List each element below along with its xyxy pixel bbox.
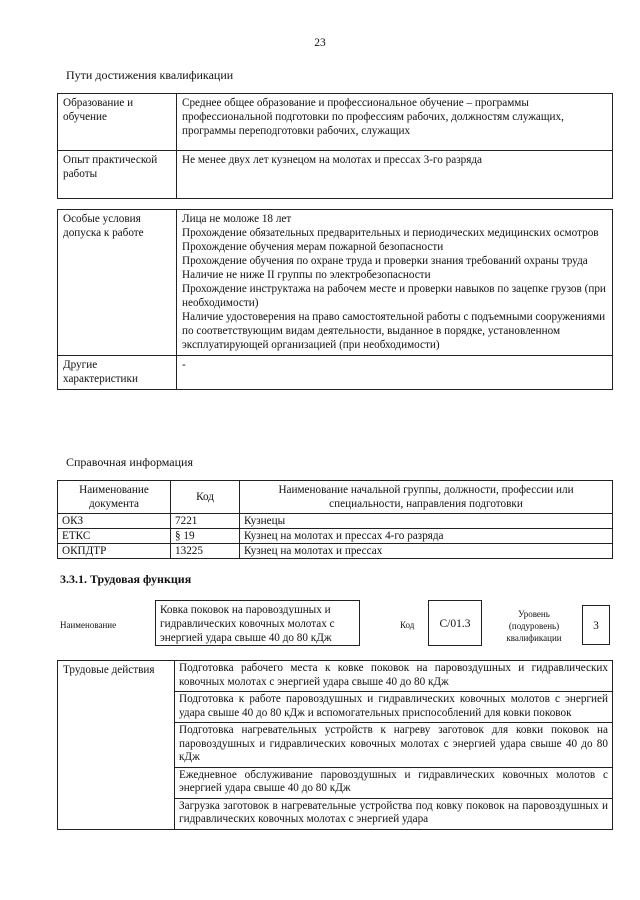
table-cell: ОКПДТР [58,544,171,559]
admission-item: Лица не моложе 18 лет [182,213,292,225]
labor-actions-label: Трудовые действия [58,661,175,830]
labor-action-item: Ежедневное обслуживание паровоздушных и гидравлических ковочных молотов с энергией удара свыше 40 до 80 кДж [175,767,613,798]
column-header-document: Наименование документа [58,481,171,514]
qualification-paths-title: Пути достижения квалификации [66,68,234,82]
level-label: Уровень (подуровень) квалификации [506,609,562,643]
table-cell: 13225 [171,544,240,559]
admission-conditions [177,210,613,356]
function-code-box: C/01.3 [428,600,482,646]
table-row [58,94,613,151]
qualification-paths-table [57,93,613,199]
education-label: Образование и обучение [58,94,177,151]
education-value: Среднее общее образование и профессиональное обучение – программы профессиональной подготовки по профессиям рабочих, должностям служащих, программы переподготовки рабочих, служащих [177,94,613,151]
table-row [58,529,613,544]
reference-table [57,480,613,559]
labor-action-item: Подготовка нагревательных устройств к нагреву заготовок для ковки поковок на паровоздушных и гидравлических ковочных молотах с энергией удара свыше 40 до 80 кДж [175,723,613,768]
table-row [58,514,613,529]
labor-action-item: Подготовка к работе паровоздушных и гидравлических ковочных молотов с энергией удара свыше 40 до 80 кДж и вспомогательных приспособлений для ковки поковок [175,692,613,723]
page-number: 23 [314,37,326,49]
table-row [58,151,613,199]
admission-item: Наличие удостоверения на право самостоятельной работы с подъемными сооружениями по соответствующим видам деятельности, выданное в порядке, установленном эксплуатирующей организацией (при необходимости) [182,311,606,351]
labor-actions-table [57,660,613,830]
table-cell: Кузнецы [240,514,613,529]
table-header-row [58,481,613,514]
table-row [58,210,613,356]
experience-value: Не менее двух лет кузнецом на молотах и прессах 3-го разряда [177,151,613,199]
page-bottom-margin [0,845,640,900]
table-row [58,661,613,692]
experience-label: Опыт практической работы [58,151,177,199]
admission-item: Прохождение обучения по охране труда и проверки знания требований охраны труда [182,255,588,267]
table-row [58,356,613,390]
table-cell: Кузнец на молотах и прессах 4-го разряда [240,529,613,544]
function-name-box: Ковка поковок на паровоздушных и гидравлических ковочных молотах с энергией удара свыше 40 до 80 кДж [155,600,360,646]
level-box: 3 [582,605,610,645]
table-cell: ЕТКС [58,529,171,544]
admission-table [57,209,613,390]
table-cell: § 19 [171,529,240,544]
table-cell: ОКЗ [58,514,171,529]
labor-action-item: Подготовка рабочего места к ковке поковок на паровоздушных и гидравлических ковочных молотах с энергией удара свыше 40 до 80 кДж [175,661,613,692]
code-label: Код [400,620,415,630]
admission-item: Прохождение инструктажа на рабочем месте и проверки навыков по зацепке грузов (при необходимости) [182,283,606,309]
labor-function-title: 3.3.1. Трудовая функция [60,572,192,586]
admission-item: Прохождение обучения мерам пожарной безопасности [182,241,444,253]
admission-label: Особые условия допуска к работе [58,210,177,356]
admission-item: Прохождение обязательных предварительных и периодических медицинских осмотров [182,227,599,239]
table-cell: 7221 [171,514,240,529]
name-label: Наименование [60,620,117,630]
labor-action-item: Загрузка заготовок в нагревательные устройства под ковку поковок на паровоздушных и гидравлических ковочных молотах с энергией удара [175,798,613,829]
other-characteristics-value: - [177,356,613,390]
column-header-code: Код [171,481,240,514]
other-characteristics-label: Другие характеристики [58,356,177,390]
table-row [58,544,613,559]
reference-title: Справочная информация [66,455,193,469]
table-cell: Кузнец на молотах и прессах [240,544,613,559]
admission-item: Наличие не ниже II группы по электробезопасности [182,269,431,281]
column-header-name: Наименование начальной группы, должности, профессии или специальности, направления подготовки [240,481,613,514]
